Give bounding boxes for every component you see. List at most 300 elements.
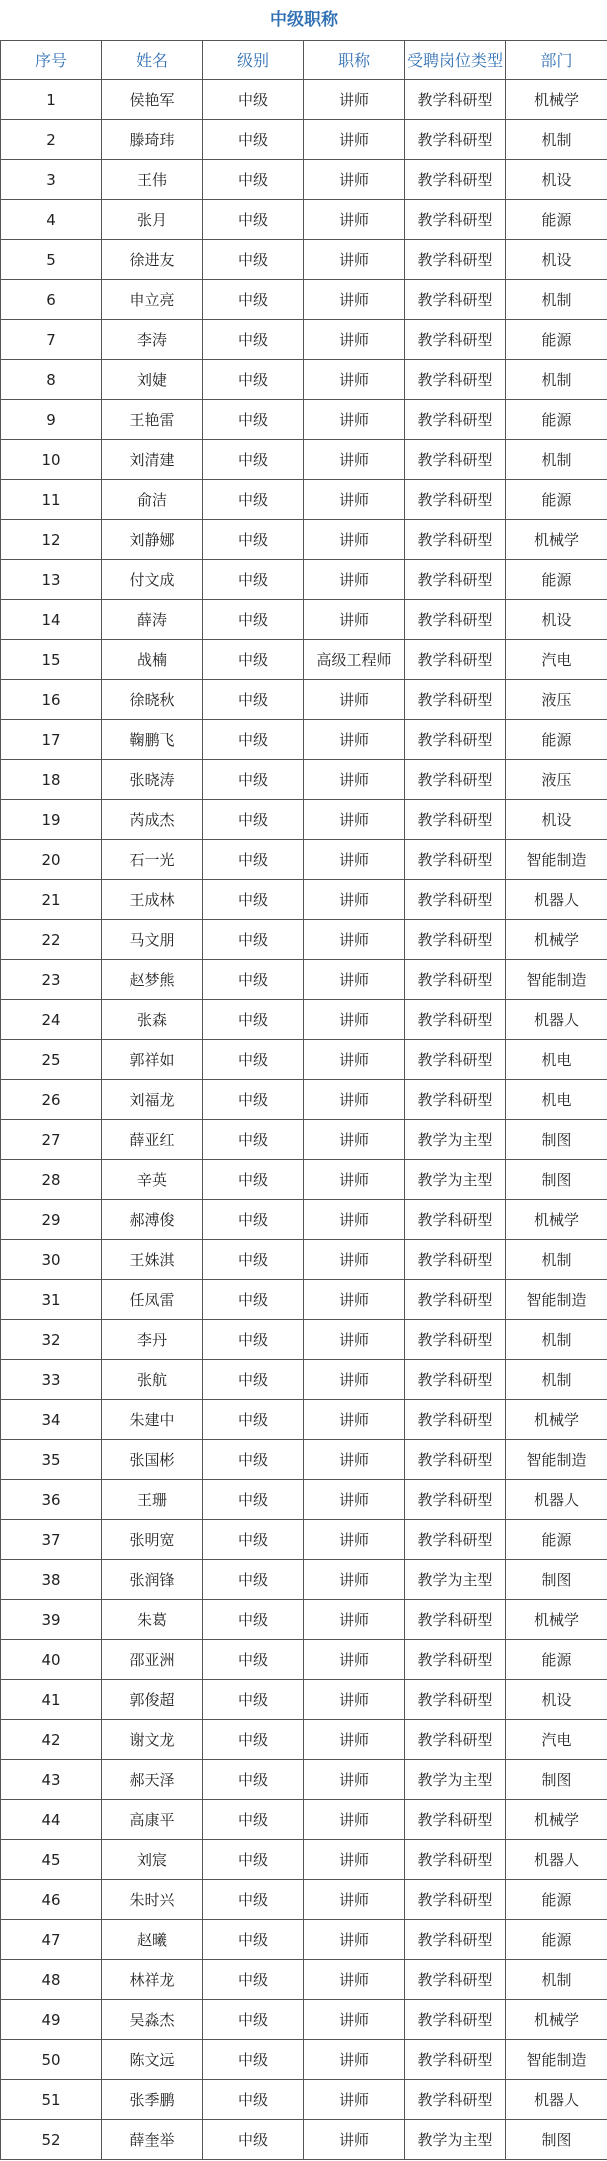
cell-post-type: 教学科研型 [405, 520, 506, 560]
table-row [1, 1840, 607, 1880]
cell-name: 付文成 [102, 560, 203, 600]
cell-department: 机械学 [506, 1600, 607, 1640]
cell-name: 邵亚洲 [102, 1640, 203, 1680]
cell-title: 讲师 [304, 960, 405, 1000]
table-row [1, 1880, 607, 1920]
cell-level: 中级 [203, 1600, 304, 1640]
cell-title: 讲师 [304, 880, 405, 920]
cell-level: 中级 [203, 1680, 304, 1720]
cell-name: 薛涛 [102, 600, 203, 640]
cell-index: 38 [1, 1560, 102, 1600]
cell-department: 能源 [506, 480, 607, 520]
table-row [1, 120, 607, 160]
table-row [1, 1760, 607, 1800]
cell-post-type: 教学科研型 [405, 1240, 506, 1280]
cell-post-type: 教学为主型 [405, 1120, 506, 1160]
cell-level: 中级 [203, 1440, 304, 1480]
cell-title: 讲师 [304, 2000, 405, 2040]
cell-level: 中级 [203, 1800, 304, 1840]
cell-level: 中级 [203, 280, 304, 320]
table-row [1, 1960, 607, 2000]
cell-index: 33 [1, 1360, 102, 1400]
cell-name: 王伟 [102, 160, 203, 200]
table-row [1, 2120, 607, 2160]
cell-index: 25 [1, 1040, 102, 1080]
table-row [1, 360, 607, 400]
cell-name: 芮成杰 [102, 800, 203, 840]
cell-index: 20 [1, 840, 102, 880]
cell-level: 中级 [203, 640, 304, 680]
cell-level: 中级 [203, 720, 304, 760]
cell-index: 48 [1, 1960, 102, 2000]
cell-index: 4 [1, 200, 102, 240]
cell-department: 机器人 [506, 2080, 607, 2120]
cell-department: 机械学 [506, 920, 607, 960]
cell-title: 讲师 [304, 1360, 405, 1400]
cell-title: 高级工程师 [304, 640, 405, 680]
cell-post-type: 教学科研型 [405, 760, 506, 800]
cell-name: 张月 [102, 200, 203, 240]
cell-name: 刘静娜 [102, 520, 203, 560]
cell-department: 机设 [506, 800, 607, 840]
cell-post-type: 教学科研型 [405, 400, 506, 440]
cell-name: 郝溥俊 [102, 1200, 203, 1240]
cell-post-type: 教学科研型 [405, 1880, 506, 1920]
cell-index: 23 [1, 960, 102, 1000]
table-row [1, 1160, 607, 1200]
cell-index: 41 [1, 1680, 102, 1720]
cell-post-type: 教学为主型 [405, 1760, 506, 1800]
cell-level: 中级 [203, 1000, 304, 1040]
header-index: 序号 [1, 41, 102, 80]
cell-name: 张森 [102, 1000, 203, 1040]
cell-name: 徐晓秋 [102, 680, 203, 720]
cell-level: 中级 [203, 1040, 304, 1080]
cell-index: 50 [1, 2040, 102, 2080]
header-row [1, 41, 607, 80]
cell-post-type: 教学科研型 [405, 160, 506, 200]
cell-title: 讲师 [304, 1840, 405, 1880]
cell-department: 机器人 [506, 1000, 607, 1040]
cell-post-type: 教学为主型 [405, 1560, 506, 1600]
cell-post-type: 教学科研型 [405, 1800, 506, 1840]
cell-title: 讲师 [304, 1680, 405, 1720]
cell-name: 辛英 [102, 1160, 203, 1200]
table-row [1, 1640, 607, 1680]
cell-name: 鞠鹏飞 [102, 720, 203, 760]
cell-name: 朱建中 [102, 1400, 203, 1440]
cell-post-type: 教学科研型 [405, 1520, 506, 1560]
cell-title: 讲师 [304, 600, 405, 640]
cell-level: 中级 [203, 1080, 304, 1120]
header-post-type: 受聘岗位类型 [405, 41, 506, 80]
cell-level: 中级 [203, 1120, 304, 1160]
cell-name: 郭祥如 [102, 1040, 203, 1080]
cell-index: 31 [1, 1280, 102, 1320]
cell-title: 讲师 [304, 520, 405, 560]
cell-department: 能源 [506, 320, 607, 360]
cell-level: 中级 [203, 480, 304, 520]
cell-department: 制图 [506, 1760, 607, 1800]
cell-level: 中级 [203, 2040, 304, 2080]
cell-level: 中级 [203, 800, 304, 840]
cell-post-type: 教学科研型 [405, 1680, 506, 1720]
cell-post-type: 教学科研型 [405, 1440, 506, 1480]
cell-post-type: 教学科研型 [405, 720, 506, 760]
cell-post-type: 教学科研型 [405, 1920, 506, 1960]
table-row [1, 880, 607, 920]
cell-index: 43 [1, 1760, 102, 1800]
cell-index: 46 [1, 1880, 102, 1920]
cell-name: 张季鹏 [102, 2080, 203, 2120]
table-row [1, 760, 607, 800]
cell-name: 谢文龙 [102, 1720, 203, 1760]
cell-department: 液压 [506, 760, 607, 800]
table-row [1, 960, 607, 1000]
table-row [1, 720, 607, 760]
cell-index: 13 [1, 560, 102, 600]
cell-name: 刘清建 [102, 440, 203, 480]
cell-name: 薛奎举 [102, 2120, 203, 2160]
cell-name: 张航 [102, 1360, 203, 1400]
cell-department: 制图 [506, 1160, 607, 1200]
cell-title: 讲师 [304, 2040, 405, 2080]
table-row [1, 2080, 607, 2120]
table-row [1, 1600, 607, 1640]
cell-name: 王艳雷 [102, 400, 203, 440]
cell-title: 讲师 [304, 200, 405, 240]
cell-department: 机械学 [506, 1400, 607, 1440]
cell-title: 讲师 [304, 1400, 405, 1440]
table-row [1, 1000, 607, 1040]
cell-name: 朱时兴 [102, 1880, 203, 1920]
cell-title: 讲师 [304, 1560, 405, 1600]
cell-title: 讲师 [304, 1280, 405, 1320]
cell-level: 中级 [203, 1760, 304, 1800]
table-row [1, 160, 607, 200]
cell-department: 制图 [506, 2120, 607, 2160]
cell-post-type: 教学科研型 [405, 1720, 506, 1760]
cell-name: 王珊 [102, 1480, 203, 1520]
cell-index: 47 [1, 1920, 102, 1960]
cell-level: 中级 [203, 1320, 304, 1360]
cell-department: 机制 [506, 1960, 607, 2000]
table-row [1, 520, 607, 560]
cell-name: 战楠 [102, 640, 203, 680]
cell-department: 智能制造 [506, 840, 607, 880]
cell-level: 中级 [203, 440, 304, 480]
cell-post-type: 教学科研型 [405, 1320, 506, 1360]
cell-title: 讲师 [304, 1520, 405, 1560]
header-level: 级别 [203, 41, 304, 80]
cell-level: 中级 [203, 80, 304, 120]
cell-name: 吴淼杰 [102, 2000, 203, 2040]
cell-title: 讲师 [304, 160, 405, 200]
cell-title: 讲师 [304, 1160, 405, 1200]
cell-index: 3 [1, 160, 102, 200]
cell-index: 19 [1, 800, 102, 840]
cell-index: 37 [1, 1520, 102, 1560]
cell-title: 讲师 [304, 1960, 405, 2000]
cell-name: 陈文远 [102, 2040, 203, 2080]
cell-index: 45 [1, 1840, 102, 1880]
cell-level: 中级 [203, 1880, 304, 1920]
cell-title: 讲师 [304, 360, 405, 400]
cell-department: 机制 [506, 360, 607, 400]
cell-level: 中级 [203, 680, 304, 720]
cell-index: 35 [1, 1440, 102, 1480]
cell-title: 讲师 [304, 120, 405, 160]
cell-index: 5 [1, 240, 102, 280]
cell-level: 中级 [203, 240, 304, 280]
cell-post-type: 教学科研型 [405, 2040, 506, 2080]
cell-department: 液压 [506, 680, 607, 720]
cell-level: 中级 [203, 920, 304, 960]
table-row [1, 560, 607, 600]
table-row [1, 840, 607, 880]
cell-index: 30 [1, 1240, 102, 1280]
cell-title: 讲师 [304, 920, 405, 960]
table-row [1, 1400, 607, 1440]
cell-title: 讲师 [304, 1000, 405, 1040]
cell-department: 机械学 [506, 520, 607, 560]
cell-index: 27 [1, 1120, 102, 1160]
table-row [1, 1520, 607, 1560]
cell-level: 中级 [203, 2000, 304, 2040]
cell-post-type: 教学科研型 [405, 480, 506, 520]
table-row [1, 640, 607, 680]
cell-index: 22 [1, 920, 102, 960]
cell-level: 中级 [203, 1280, 304, 1320]
cell-index: 1 [1, 80, 102, 120]
cell-post-type: 教学科研型 [405, 1280, 506, 1320]
table-row [1, 680, 607, 720]
cell-title: 讲师 [304, 1080, 405, 1120]
cell-level: 中级 [203, 400, 304, 440]
cell-post-type: 教学为主型 [405, 2120, 506, 2160]
cell-department: 机制 [506, 440, 607, 480]
cell-level: 中级 [203, 1200, 304, 1240]
cell-department: 机设 [506, 160, 607, 200]
cell-index: 29 [1, 1200, 102, 1240]
cell-index: 32 [1, 1320, 102, 1360]
cell-post-type: 教学科研型 [405, 320, 506, 360]
table-row [1, 1320, 607, 1360]
cell-level: 中级 [203, 360, 304, 400]
cell-department: 能源 [506, 200, 607, 240]
cell-level: 中级 [203, 960, 304, 1000]
cell-department: 智能制造 [506, 1280, 607, 1320]
cell-name: 张国彬 [102, 1440, 203, 1480]
header-title: 职称 [304, 41, 405, 80]
cell-department: 机制 [506, 1320, 607, 1360]
cell-title: 讲师 [304, 1800, 405, 1840]
cell-department: 机电 [506, 1080, 607, 1120]
cell-name: 申立亮 [102, 280, 203, 320]
cell-name: 张晓涛 [102, 760, 203, 800]
cell-name: 朱葛 [102, 1600, 203, 1640]
cell-level: 中级 [203, 1400, 304, 1440]
header-name: 姓名 [102, 41, 203, 80]
cell-name: 薛亚红 [102, 1120, 203, 1160]
cell-title: 讲师 [304, 80, 405, 120]
cell-post-type: 教学科研型 [405, 560, 506, 600]
cell-name: 李丹 [102, 1320, 203, 1360]
table-row [1, 200, 607, 240]
cell-department: 机械学 [506, 1800, 607, 1840]
cell-post-type: 教学科研型 [405, 600, 506, 640]
cell-index: 52 [1, 2120, 102, 2160]
cell-post-type: 教学科研型 [405, 1960, 506, 2000]
cell-index: 2 [1, 120, 102, 160]
cell-post-type: 教学科研型 [405, 1200, 506, 1240]
cell-department: 机器人 [506, 880, 607, 920]
cell-name: 王姝淇 [102, 1240, 203, 1280]
cell-title: 讲师 [304, 280, 405, 320]
cell-level: 中级 [203, 1240, 304, 1280]
cell-level: 中级 [203, 520, 304, 560]
cell-title: 讲师 [304, 480, 405, 520]
cell-post-type: 教学科研型 [405, 200, 506, 240]
cell-index: 10 [1, 440, 102, 480]
cell-name: 石一光 [102, 840, 203, 880]
cell-title: 讲师 [304, 240, 405, 280]
table-row [1, 1800, 607, 1840]
cell-index: 21 [1, 880, 102, 920]
cell-post-type: 教学科研型 [405, 800, 506, 840]
cell-level: 中级 [203, 1920, 304, 1960]
cell-level: 中级 [203, 200, 304, 240]
cell-post-type: 教学科研型 [405, 920, 506, 960]
cell-index: 7 [1, 320, 102, 360]
cell-index: 14 [1, 600, 102, 640]
cell-post-type: 教学科研型 [405, 840, 506, 880]
cell-department: 机械学 [506, 80, 607, 120]
cell-name: 张明宽 [102, 1520, 203, 1560]
cell-department: 机制 [506, 120, 607, 160]
cell-title: 讲师 [304, 400, 405, 440]
cell-name: 李涛 [102, 320, 203, 360]
cell-name: 刘宸 [102, 1840, 203, 1880]
cell-index: 15 [1, 640, 102, 680]
cell-title: 讲师 [304, 1040, 405, 1080]
cell-title: 讲师 [304, 1600, 405, 1640]
cell-title: 讲师 [304, 680, 405, 720]
cell-department: 机械学 [506, 1200, 607, 1240]
cell-index: 16 [1, 680, 102, 720]
table-row [1, 2000, 607, 2040]
cell-department: 机设 [506, 240, 607, 280]
cell-title: 讲师 [304, 800, 405, 840]
cell-title: 讲师 [304, 760, 405, 800]
cell-name: 徐进友 [102, 240, 203, 280]
cell-level: 中级 [203, 600, 304, 640]
cell-post-type: 教学科研型 [405, 1360, 506, 1400]
cell-level: 中级 [203, 120, 304, 160]
cell-post-type: 教学科研型 [405, 280, 506, 320]
cell-index: 8 [1, 360, 102, 400]
cell-department: 能源 [506, 400, 607, 440]
cell-index: 44 [1, 1800, 102, 1840]
cell-level: 中级 [203, 840, 304, 880]
cell-department: 能源 [506, 1920, 607, 1960]
cell-index: 26 [1, 1080, 102, 1120]
cell-title: 讲师 [304, 1440, 405, 1480]
cell-post-type: 教学科研型 [405, 1840, 506, 1880]
cell-department: 汽电 [506, 1720, 607, 1760]
table-row [1, 1240, 607, 1280]
cell-department: 智能制造 [506, 1440, 607, 1480]
cell-department: 汽电 [506, 640, 607, 680]
cell-level: 中级 [203, 1160, 304, 1200]
header-department: 部门 [506, 41, 607, 80]
cell-department: 能源 [506, 720, 607, 760]
cell-name: 刘婕 [102, 360, 203, 400]
table-row [1, 400, 607, 440]
table-row [1, 1920, 607, 1960]
cell-index: 42 [1, 1720, 102, 1760]
cell-name: 马文朋 [102, 920, 203, 960]
table-row [1, 80, 607, 120]
table-row [1, 600, 607, 640]
table-body [1, 80, 607, 2160]
cell-name: 郭俊超 [102, 1680, 203, 1720]
table-row [1, 280, 607, 320]
cell-index: 36 [1, 1480, 102, 1520]
table-row [1, 920, 607, 960]
cell-index: 18 [1, 760, 102, 800]
cell-level: 中级 [203, 1840, 304, 1880]
cell-department: 机器人 [506, 1840, 607, 1880]
cell-level: 中级 [203, 1560, 304, 1600]
cell-index: 28 [1, 1160, 102, 1200]
cell-department: 机设 [506, 600, 607, 640]
cell-post-type: 教学科研型 [405, 1000, 506, 1040]
table-row [1, 240, 607, 280]
cell-post-type: 教学科研型 [405, 880, 506, 920]
cell-post-type: 教学科研型 [405, 80, 506, 120]
cell-name: 赵梦熊 [102, 960, 203, 1000]
cell-department: 机设 [506, 1680, 607, 1720]
table-row [1, 1360, 607, 1400]
cell-post-type: 教学科研型 [405, 1400, 506, 1440]
cell-department: 能源 [506, 1880, 607, 1920]
cell-name: 张润锋 [102, 1560, 203, 1600]
cell-title: 讲师 [304, 1120, 405, 1160]
cell-post-type: 教学科研型 [405, 1480, 506, 1520]
cell-title: 讲师 [304, 1920, 405, 1960]
cell-department: 机制 [506, 1360, 607, 1400]
cell-index: 24 [1, 1000, 102, 1040]
cell-department: 制图 [506, 1120, 607, 1160]
cell-name: 滕琦玮 [102, 120, 203, 160]
cell-name: 王成林 [102, 880, 203, 920]
cell-title: 讲师 [304, 1760, 405, 1800]
cell-title: 讲师 [304, 1720, 405, 1760]
cell-index: 11 [1, 480, 102, 520]
cell-index: 34 [1, 1400, 102, 1440]
cell-name: 刘福龙 [102, 1080, 203, 1120]
table-row [1, 440, 607, 480]
table-row [1, 1440, 607, 1480]
cell-level: 中级 [203, 880, 304, 920]
cell-level: 中级 [203, 1960, 304, 2000]
cell-name: 侯艳军 [102, 80, 203, 120]
cell-level: 中级 [203, 760, 304, 800]
cell-index: 17 [1, 720, 102, 760]
title-row [1, 0, 607, 41]
cell-title: 讲师 [304, 840, 405, 880]
